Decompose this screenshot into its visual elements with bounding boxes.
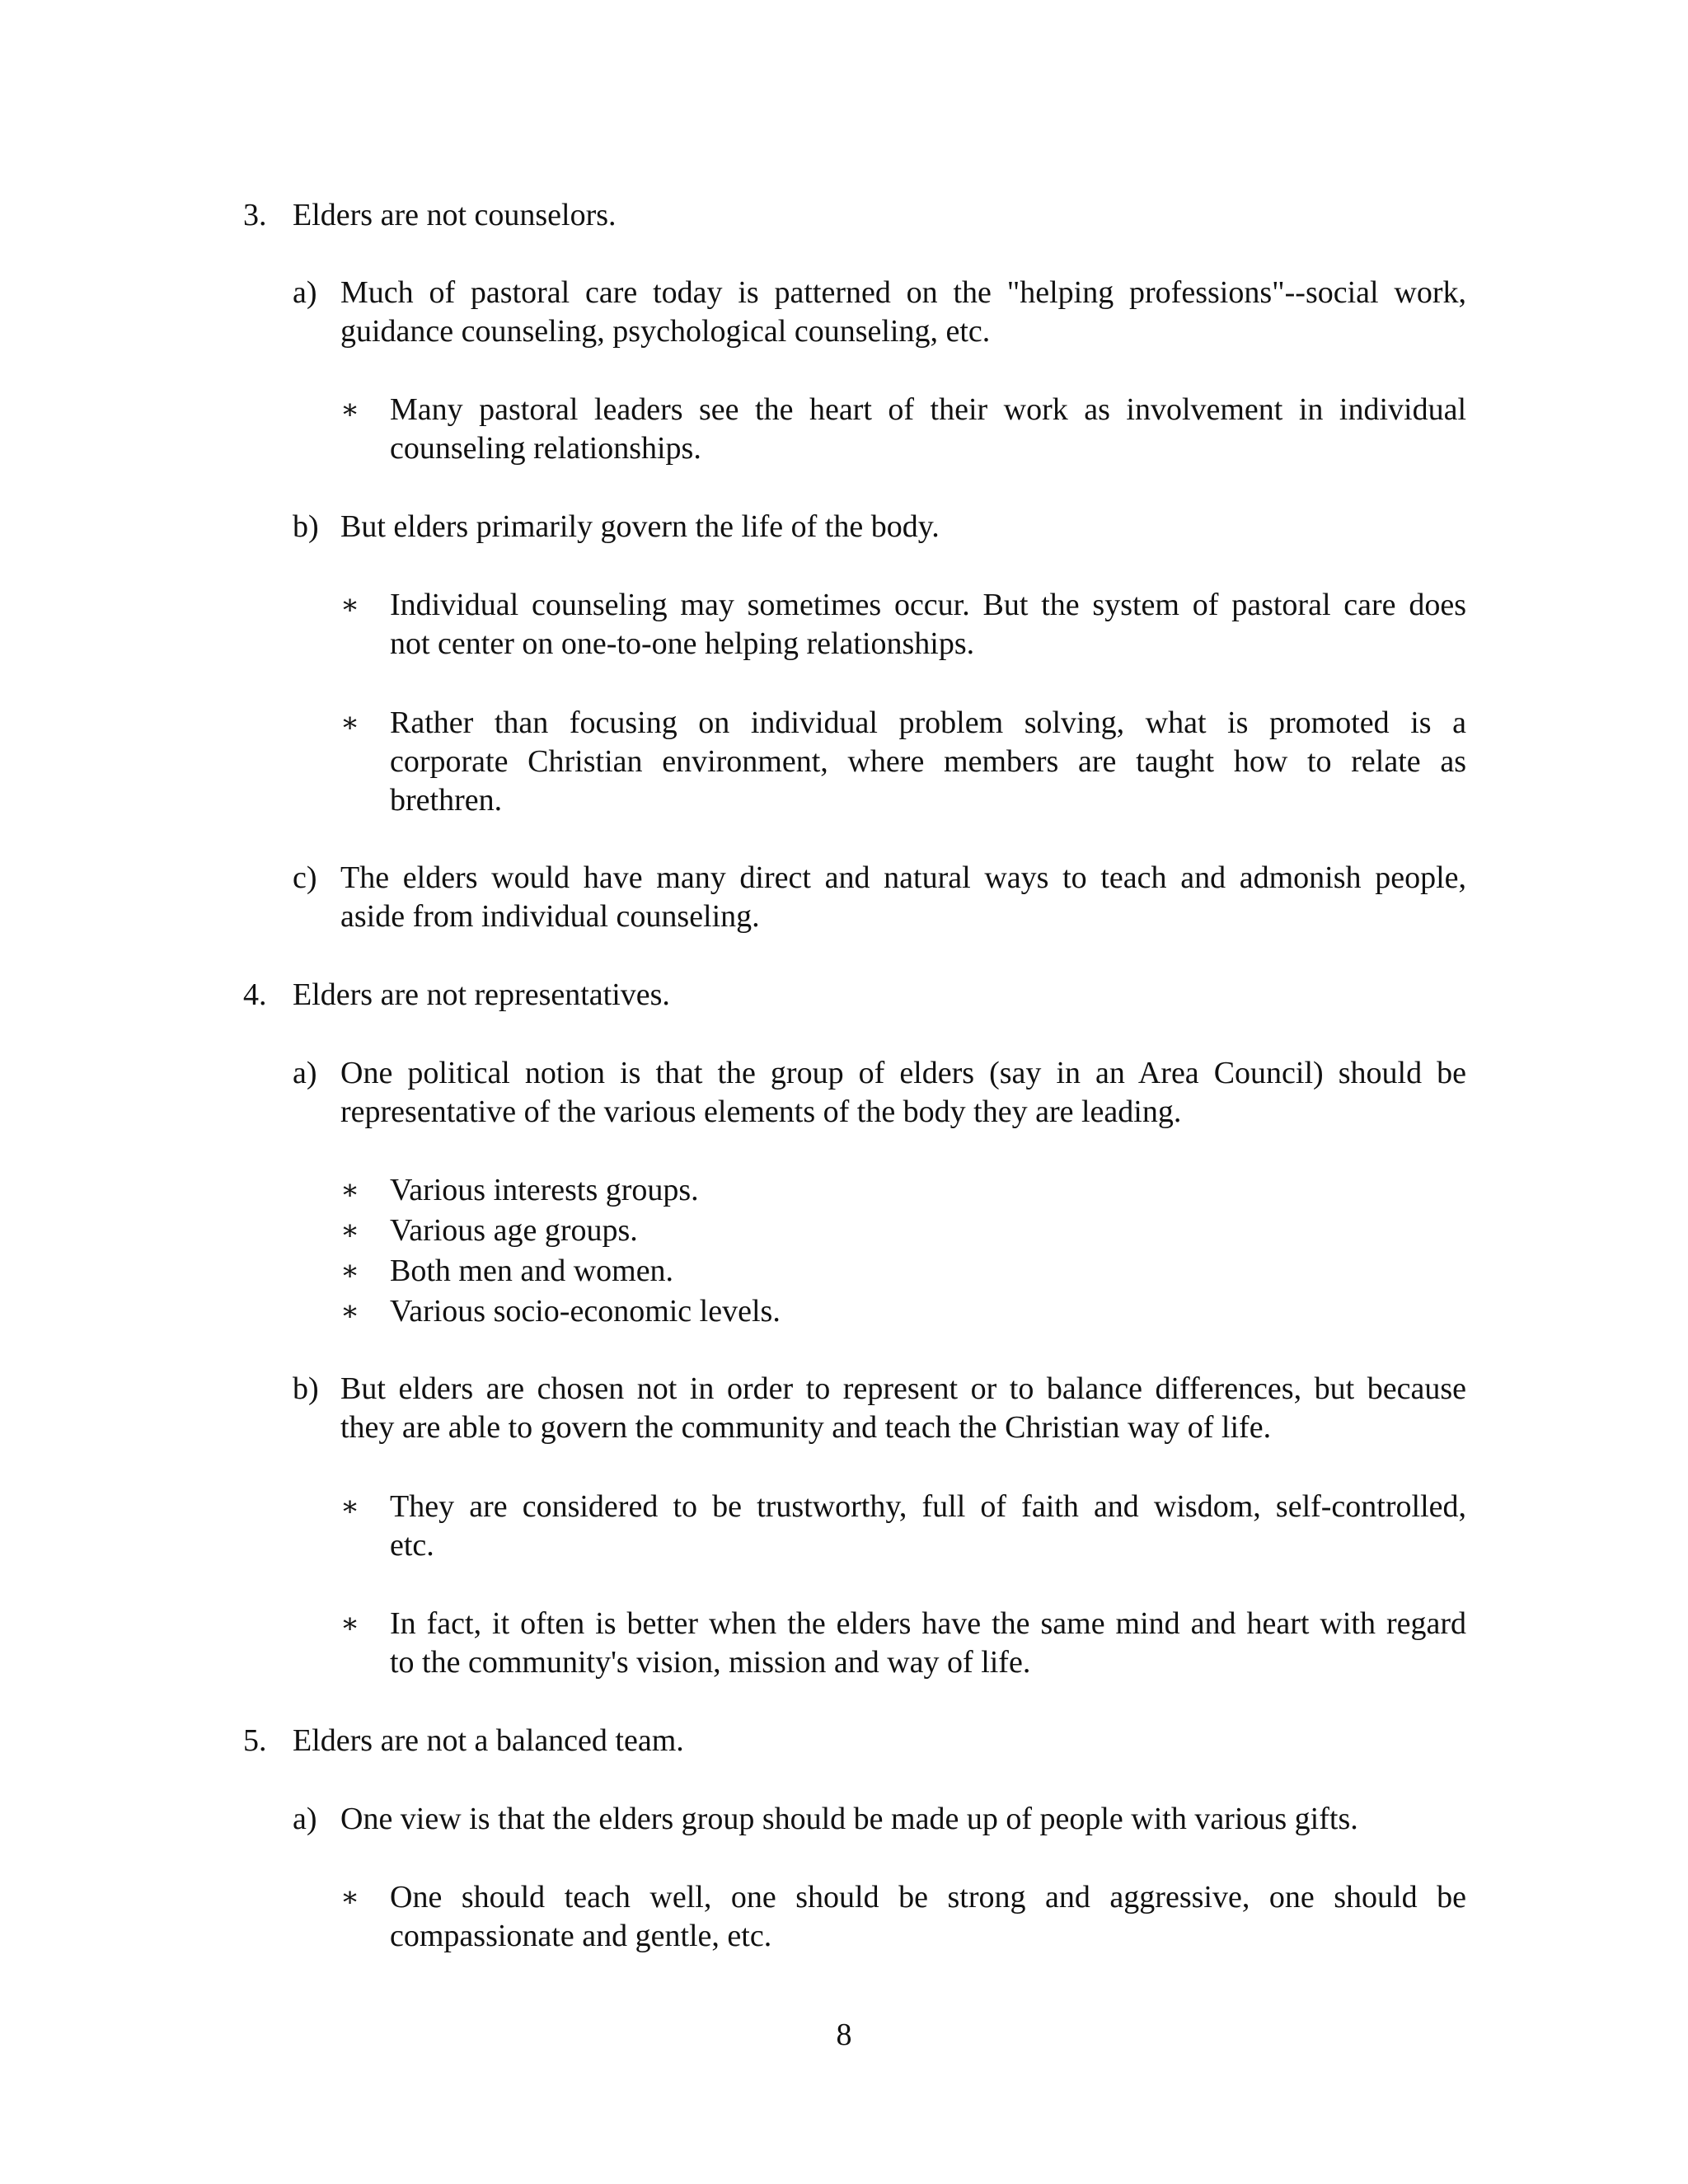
bullet-line: etc. [390, 1528, 434, 1563]
bullet-line: Both men and women. [390, 1254, 674, 1288]
bullet-line: Various socio-economic levels. [390, 1294, 781, 1329]
bullet-marker: ∗ [340, 1609, 360, 1639]
bullet-line: They are considered to be trustworthy, full of faith and wisdom, self-controlled, [390, 1489, 1466, 1524]
bullet-line: corporate Christian environment, where members are taught how to relate as [390, 744, 1466, 779]
paragraph-line: guidance counseling, psychological counseling, etc. [340, 314, 991, 349]
bullet-line: Various age groups. [390, 1213, 638, 1248]
bullet-line: not center on one-to-one helping relationships. [390, 626, 975, 661]
bullet-marker: ∗ [340, 708, 360, 738]
bullet-marker: ∗ [340, 590, 360, 621]
item-title: Elders are not a balanced team. [293, 1723, 684, 1758]
paragraph-line: One political notion is that the group of elders (say in an Area Council) should be [340, 1056, 1466, 1090]
bullet-line: counseling relationships. [390, 431, 701, 466]
bullet-line: brethren. [390, 783, 503, 818]
bullet-marker: ∗ [340, 1216, 360, 1246]
item-number: 3. [243, 198, 267, 232]
paragraph-line: But elders are chosen not in order to represent or to balance differences, but because [340, 1371, 1466, 1406]
sub-letter: a) [293, 1056, 317, 1090]
bullet-line: Many pastoral leaders see the heart of their work as involvement in individual [390, 392, 1466, 427]
paragraph-line: Much of pastoral care today is patterned on the "helping professions"--social work, [340, 275, 1466, 310]
sub-letter: a) [293, 275, 317, 310]
bullet-line: to the community's vision, mission and way of life. [390, 1645, 1031, 1680]
bullet-marker: ∗ [340, 1296, 360, 1327]
item-number: 5. [243, 1723, 267, 1758]
page-number: 8 [836, 2018, 852, 2052]
paragraph-line: But elders primarily govern the life of the body. [340, 509, 940, 544]
bullet-line: compassionate and gentle, etc. [390, 1919, 772, 1953]
paragraph-line: aside from individual counseling. [340, 899, 760, 934]
bullet-marker: ∗ [340, 1882, 360, 1913]
bullet-line: Individual counseling may sometimes occur. But the system of pastoral care does [390, 588, 1466, 622]
bullet-marker: ∗ [340, 1175, 360, 1206]
sub-letter: b) [293, 509, 319, 544]
bullet-marker: ∗ [340, 1256, 360, 1286]
item-title: Elders are not representatives. [293, 977, 670, 1012]
bullet-line: Various interests groups. [390, 1173, 699, 1207]
paragraph-line: One view is that the elders group should be made up of people with various gifts. [340, 1802, 1358, 1836]
bullet-line: One should teach well, one should be strong and aggressive, one should be [390, 1880, 1466, 1915]
bullet-line: Rather than focusing on individual problem solving, what is promoted is a [390, 705, 1466, 740]
bullet-line: In fact, it often is better when the elders have the same mind and heart with regard [390, 1606, 1466, 1641]
sub-letter: b) [293, 1371, 319, 1406]
item-title: Elders are not counselors. [293, 198, 617, 232]
sub-letter: a) [293, 1802, 317, 1836]
paragraph-line: representative of the various elements of the body they are leading. [340, 1094, 1182, 1129]
paragraph-line: they are able to govern the community and teach the Christian way of life. [340, 1410, 1272, 1445]
item-number: 4. [243, 977, 267, 1012]
sub-letter: c) [293, 860, 317, 895]
paragraph-line: The elders would have many direct and natural ways to teach and admonish people, [340, 860, 1466, 895]
bullet-marker: ∗ [340, 1492, 360, 1522]
bullet-marker: ∗ [340, 395, 360, 425]
